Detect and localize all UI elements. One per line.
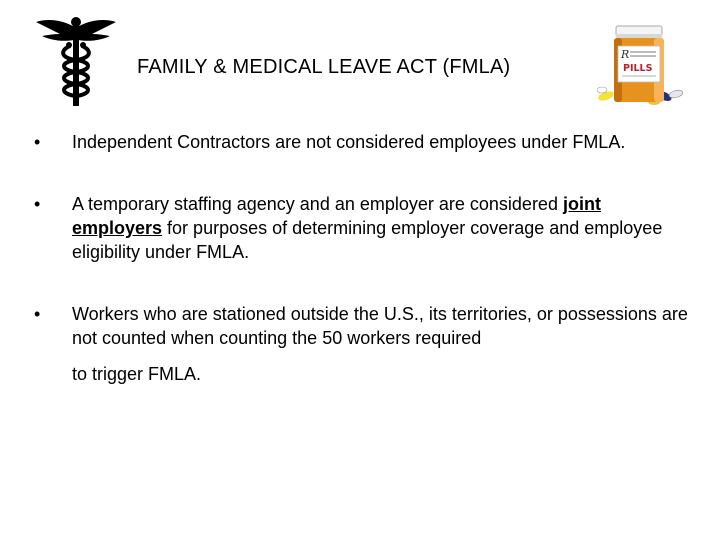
bullet-text	[72, 302, 692, 386]
bullet-text-part: A temporary staffing agency and an employer are considered	[72, 194, 563, 214]
bullet-marker: •	[34, 194, 41, 214]
bottle-label: PILLS	[623, 63, 653, 74]
bullet-item	[32, 130, 692, 154]
bullet-text: Independent Contractors are not considered employees under FMLA.	[72, 132, 626, 152]
caduceus-icon	[34, 14, 118, 108]
bullet-list	[32, 130, 692, 386]
bullet-item	[32, 302, 692, 386]
bullet-text	[72, 192, 692, 264]
bullet-text-part: for purposes of determining employer coverage and employee eligibility under FMLA.	[72, 218, 663, 262]
page-title: FAMILY & MEDICAL LEAVE ACT (FMLA)	[137, 56, 511, 78]
bullet-marker: •	[34, 132, 41, 152]
bullet-text-part: to trigger FMLA.	[72, 364, 202, 384]
bullet-item	[32, 192, 692, 264]
svg-text:R: R	[621, 48, 630, 61]
bullet-marker: •	[34, 304, 41, 324]
pill-bottle-icon	[594, 24, 686, 110]
bullet-text-part: Workers who are stationed outside the U.S., its territories, or possessions are not counted when counting the 50 workers required	[72, 304, 688, 348]
emphasis-text: joint employers	[72, 194, 601, 238]
